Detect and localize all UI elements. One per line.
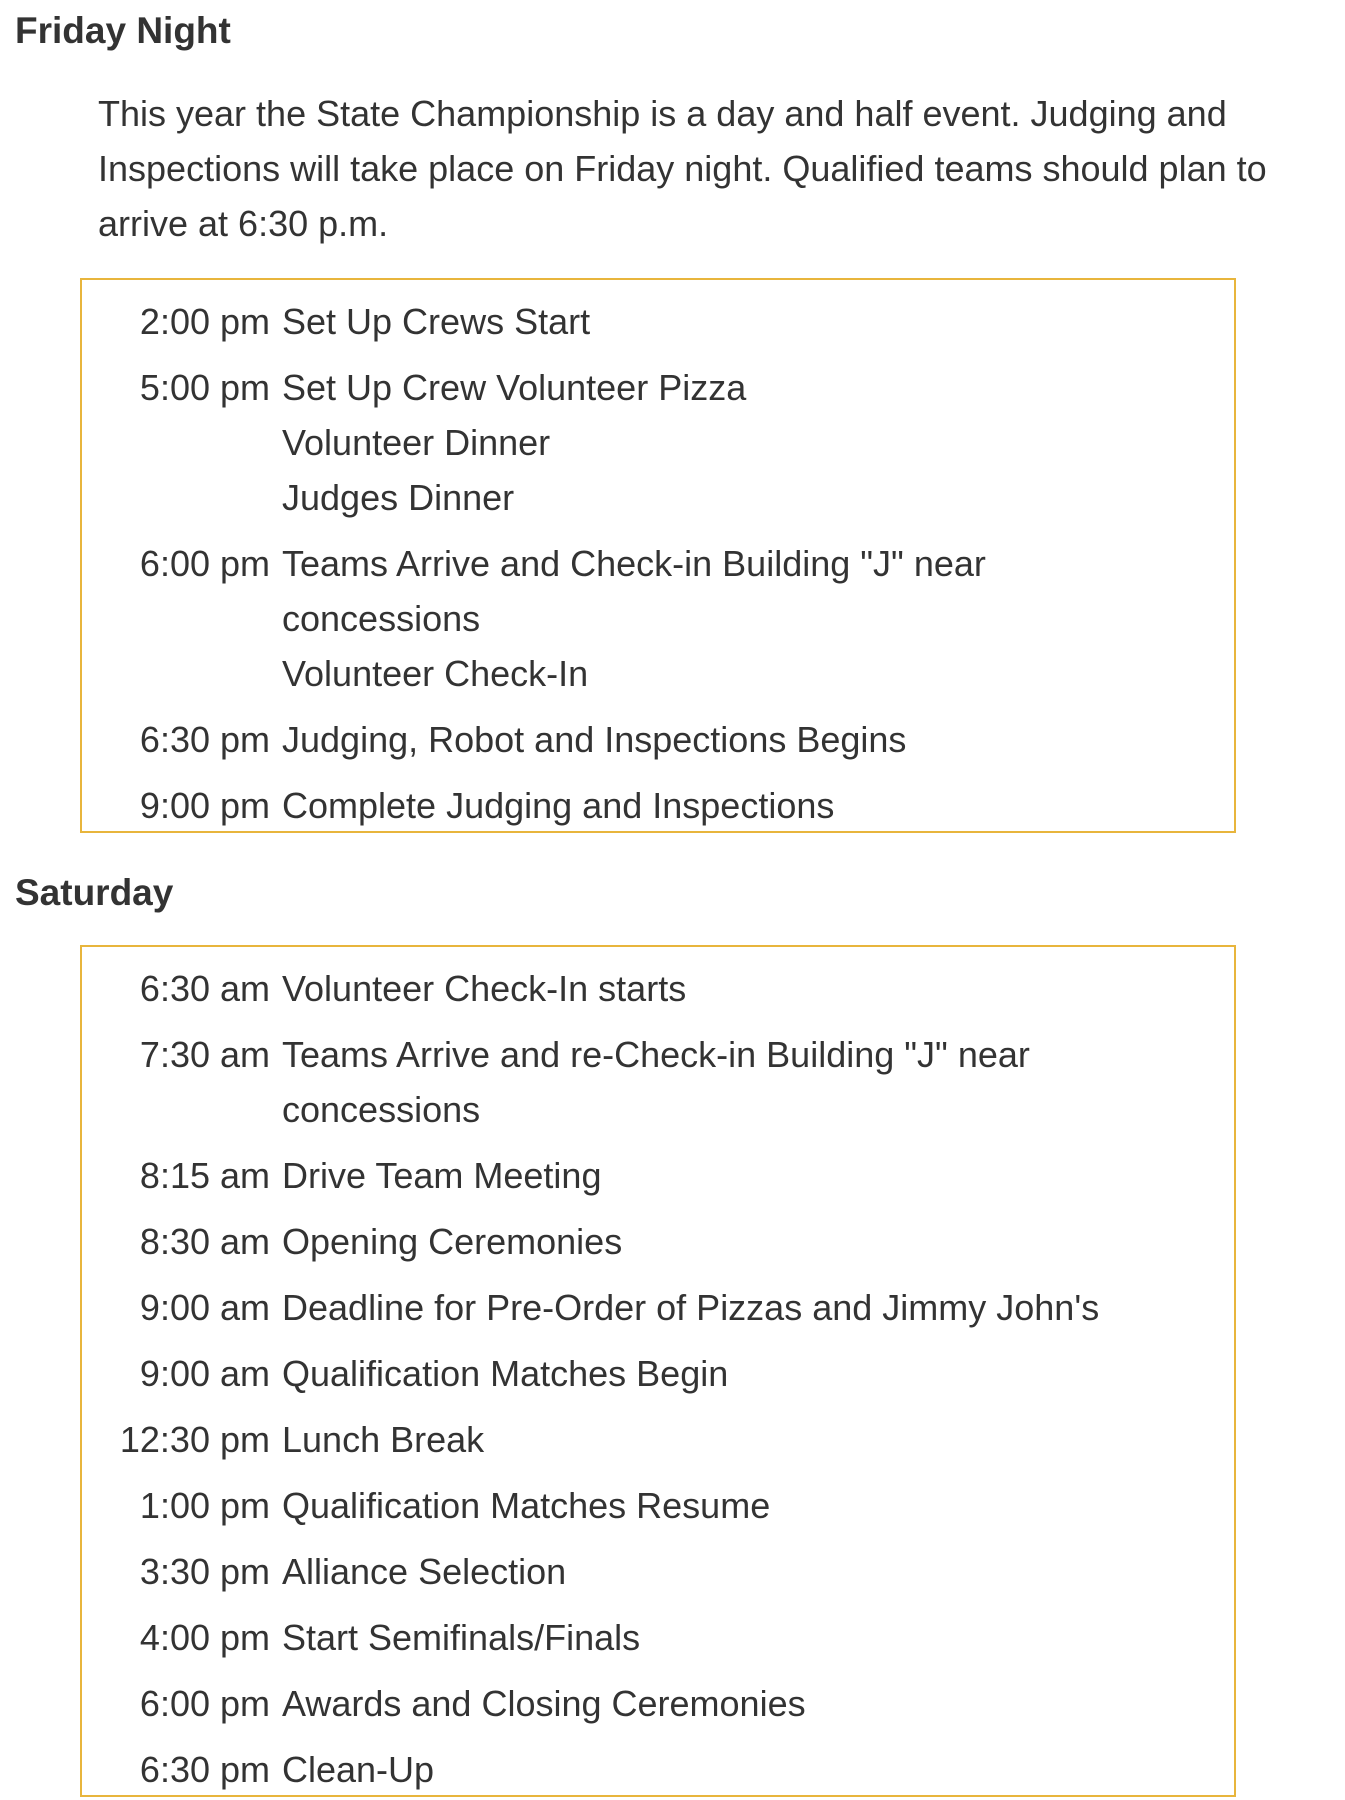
schedule-event (282, 1478, 1234, 1533)
schedule-row (82, 1214, 1234, 1269)
schedule-event-line: Volunteer Dinner (282, 422, 551, 463)
schedule-time: 8:30 am (139, 1221, 270, 1262)
schedule-event-line: Drive Team Meeting (282, 1155, 602, 1196)
schedule-time: 9:00 am (139, 1287, 270, 1328)
friday-schedule-box (80, 278, 1236, 833)
schedule-event-line: Start Semifinals/Finals (282, 1617, 641, 1658)
schedule-event (282, 1027, 1234, 1137)
schedule-event (282, 1544, 1234, 1599)
schedule-event-line: Qualification Matches Resume (282, 1485, 771, 1526)
friday-intro-paragraph: This year the State Championship is a day and half event. Judging and Inspections will take place on Friday night. Qualified teams should plan to arrive at 6:30 p.m. (98, 93, 1267, 244)
schedule-row (82, 961, 1234, 1016)
schedule-event-line: Teams Arrive and Check-in Building "J" near (282, 543, 986, 584)
schedule-row (82, 1148, 1234, 1203)
schedule-event (282, 1280, 1234, 1335)
schedule-event (282, 1742, 1234, 1797)
schedule-time: 3:30 pm (139, 1551, 270, 1592)
schedule-row (82, 1610, 1234, 1665)
schedule-event-line: Alliance Selection (282, 1551, 567, 1592)
schedule-event (282, 1676, 1234, 1731)
schedule-event (282, 294, 1234, 349)
schedule-event (282, 712, 1234, 767)
schedule-time: 5:00 pm (139, 367, 270, 408)
schedule-time: 6:00 pm (139, 1683, 270, 1724)
schedule-row (82, 360, 1234, 525)
schedule-row (82, 1478, 1234, 1533)
schedule-event-line: Clean-Up (282, 1749, 435, 1790)
schedule-time: 6:30 pm (139, 1749, 270, 1790)
schedule-event (282, 778, 1234, 833)
schedule-row (82, 1346, 1234, 1401)
schedule-event (282, 536, 1234, 701)
schedule-event-line: Volunteer Check-In (282, 653, 589, 694)
schedule-event (282, 1610, 1234, 1665)
schedule-event-line: concessions (282, 1089, 481, 1130)
schedule-event-line: concessions (282, 598, 481, 639)
schedule-row (82, 1676, 1234, 1731)
schedule-row (82, 1280, 1234, 1335)
schedule-time: 9:00 pm (139, 785, 270, 826)
saturday-schedule-box (80, 945, 1236, 1797)
schedule-row (82, 712, 1234, 767)
schedule-row (82, 294, 1234, 349)
schedule-time: 4:00 pm (139, 1617, 270, 1658)
schedule-event-line: Awards and Closing Ceremonies (282, 1683, 806, 1724)
schedule-row (82, 1412, 1234, 1467)
friday-night-heading: Friday Night (15, 10, 231, 51)
schedule-time: 6:00 pm (139, 543, 270, 584)
schedule-event (282, 1214, 1234, 1269)
schedule-event-line: Set Up Crews Start (282, 301, 591, 342)
schedule-time: 7:30 am (139, 1034, 270, 1075)
schedule-time: 6:30 pm (139, 719, 270, 760)
schedule-event-line: Qualification Matches Begin (282, 1353, 729, 1394)
schedule-event-line: Judging, Robot and Inspections Begins (282, 719, 907, 760)
schedule-row (82, 778, 1234, 833)
schedule-time: 12:30 pm (119, 1419, 270, 1460)
schedule-row (82, 536, 1234, 701)
saturday-heading: Saturday (15, 872, 174, 913)
schedule-event-line: Complete Judging and Inspections (282, 785, 835, 826)
schedule-event (282, 961, 1234, 1016)
schedule-row (82, 1742, 1234, 1797)
schedule-event-line: Opening Ceremonies (282, 1221, 623, 1262)
schedule-event-line: Deadline for Pre-Order of Pizzas and Jimmy John's (282, 1287, 1100, 1328)
schedule-event-line: Lunch Break (282, 1419, 485, 1460)
schedule-time: 8:15 am (139, 1155, 270, 1196)
schedule-time: 2:00 pm (139, 301, 270, 342)
schedule-event-line: Teams Arrive and re-Check-in Building "J" near (282, 1034, 1030, 1075)
schedule-event-line: Judges Dinner (282, 477, 515, 518)
schedule-event (282, 1346, 1234, 1401)
schedule-time: 1:00 pm (139, 1485, 270, 1526)
schedule-event-line: Set Up Crew Volunteer Pizza (282, 367, 747, 408)
schedule-event (282, 1148, 1234, 1203)
schedule-time: 9:00 am (139, 1353, 270, 1394)
schedule-row (82, 1544, 1234, 1599)
schedule-row (82, 1027, 1234, 1137)
schedule-event (282, 360, 1234, 525)
schedule-event-line: Volunteer Check-In starts (282, 968, 687, 1009)
schedule-time: 6:30 am (139, 968, 270, 1009)
schedule-event (282, 1412, 1234, 1467)
